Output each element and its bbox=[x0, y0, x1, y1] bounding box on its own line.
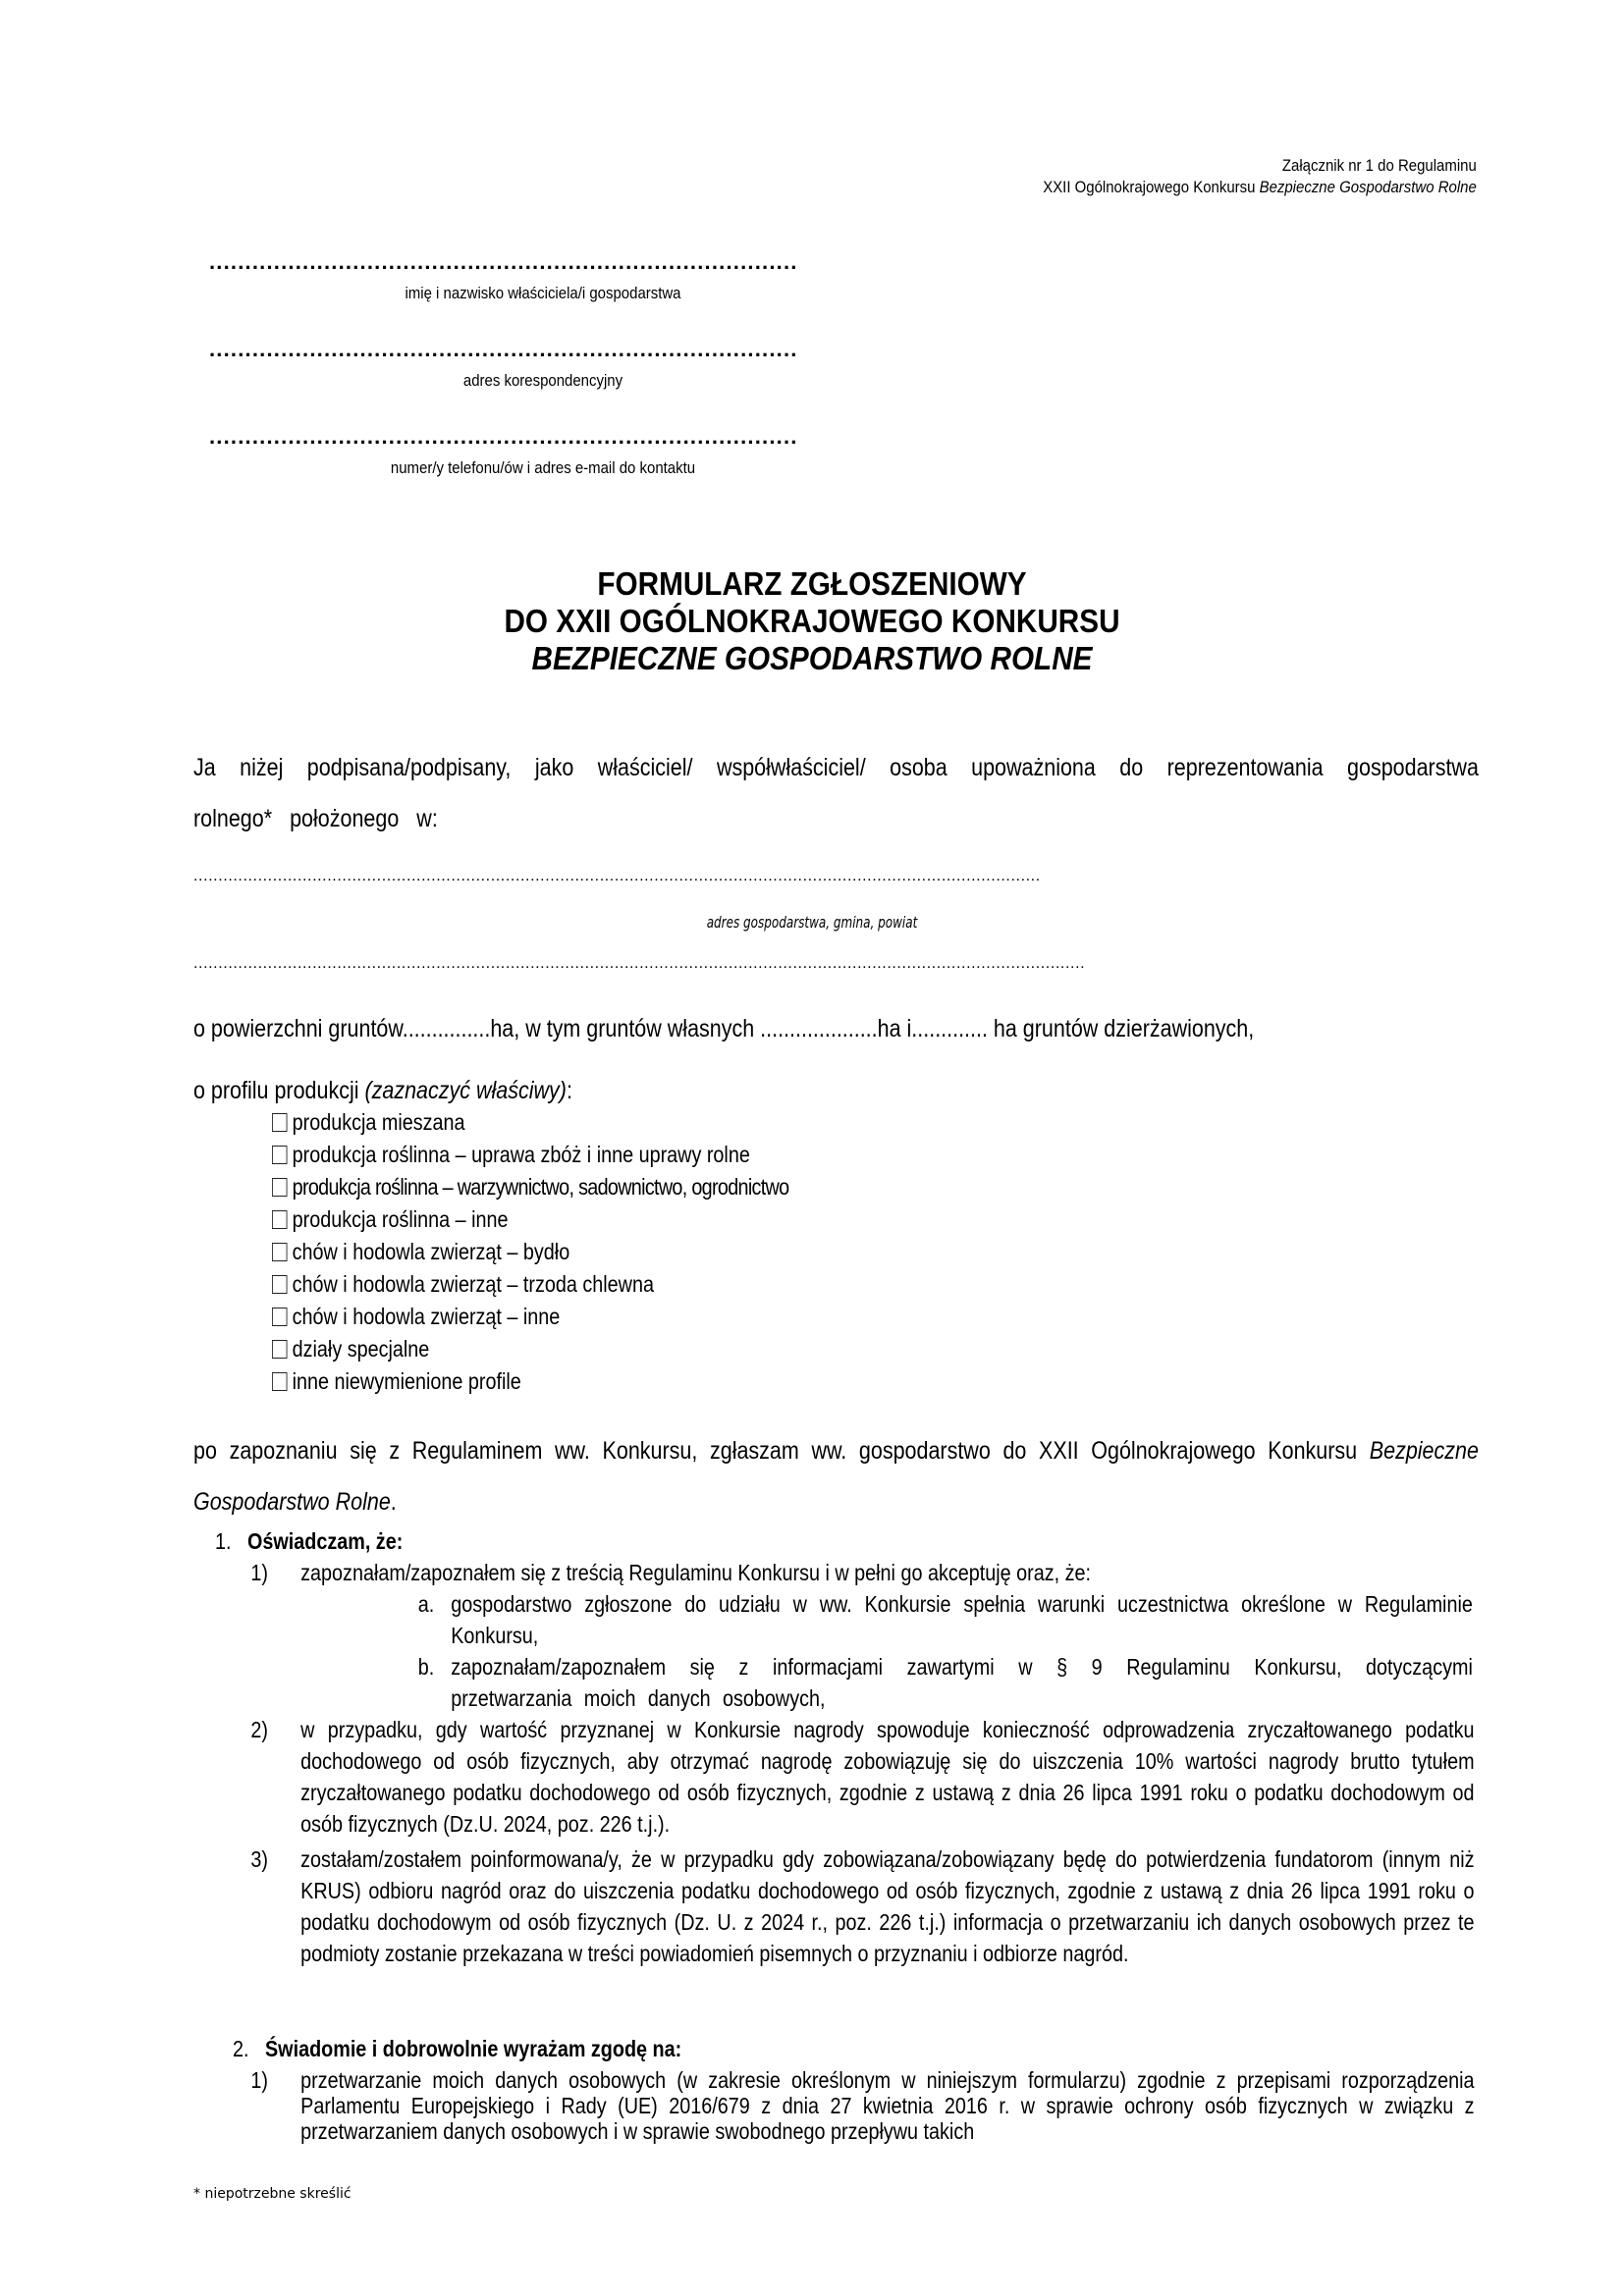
contact-field[interactable]: .................................................................................. bbox=[209, 424, 798, 449]
farm-address-field[interactable]: ........................................................................................................................................................................... bbox=[193, 868, 1041, 884]
section-2-heading: 2. Świadomie i dobrowolnie wyrażam zgodę na: bbox=[233, 2036, 682, 2061]
checkbox[interactable] bbox=[272, 1178, 287, 1197]
checkbox[interactable] bbox=[272, 1146, 287, 1164]
profile-options bbox=[272, 1106, 788, 1398]
checkbox[interactable] bbox=[272, 1243, 287, 1261]
profile-option[interactable]: chów i hodowla zwierząt – bydło bbox=[272, 1236, 788, 1268]
correspondence-address-label: adres korespondencyjny bbox=[462, 371, 623, 390]
section-2-items: 1) przetwarzanie moich danych osobowych (w zakresie określonym w niniejszym formularzu) zgodnie z przepisami rozporządzenia Parlamentu Europejskiego i Rady (UE) 2016/679 z dnia 27 kwietnia 2016 r. w sprawie ochrony osób fizycznych w związku z przetwarzaniem danych osobowych i w sprawie swobodnego przepływu takich bbox=[250, 2067, 1475, 2144]
title-line3: BEZPIECZNE GOSPODARSTWO ROLNE bbox=[531, 640, 1093, 676]
profile-option[interactable]: produkcja roślinna – inne bbox=[272, 1203, 788, 1236]
section-1-heading: 1. Oświadczam, że: bbox=[215, 1528, 404, 1554]
profile-option[interactable]: inne niewymienione profile bbox=[272, 1365, 788, 1398]
contact-label: numer/y telefonu/ów i adres e-mail do kontaktu bbox=[390, 458, 696, 477]
profile-option[interactable]: produkcja mieszana bbox=[272, 1106, 788, 1139]
correspondence-address-field[interactable]: .................................................................................. bbox=[209, 337, 798, 361]
farm-address-field-2[interactable]: .................................................................................................................................................................................... bbox=[193, 955, 1086, 972]
attachment-line2: XXII Ogólnokrajowego Konkursu Bezpieczne Gospodarstwo Rolne bbox=[1043, 178, 1477, 196]
checkbox[interactable] bbox=[272, 1210, 287, 1229]
profile-option[interactable]: chów i hodowla zwierząt – inne bbox=[272, 1301, 788, 1333]
profile-option[interactable]: produkcja roślinna – warzywnictwo, sadownictwo, ogrodnictwo bbox=[272, 1171, 788, 1203]
profile-option[interactable]: produkcja roślinna – uprawa zbóż i inne uprawy rolne bbox=[272, 1139, 788, 1171]
page-title bbox=[81, 565, 1543, 677]
title-line2: DO XXII OGÓLNOKRAJOWEGO KONKURSU bbox=[504, 603, 1120, 639]
profile-option[interactable]: działy specjalne bbox=[272, 1333, 788, 1365]
attachment-line1: Załącznik nr 1 do Regulaminu bbox=[1282, 156, 1477, 175]
checkbox[interactable] bbox=[272, 1340, 287, 1359]
submission-paragraph: po zapoznaniu się z Regulaminem ww. Konkursu, zgłaszam ww. gospodarstwo do XXII Ogólnokrajowego Konkursu Bezpieczne Gospodarstwo Rolne. bbox=[193, 1437, 1479, 1516]
checkbox[interactable] bbox=[272, 1113, 287, 1132]
intro-paragraph: Ja niżej podpisana/podpisany, jako właściciel/ współwłaściciel/ osoba upoważniona do reprezentowania gospodarstwa rolnego* położonego w: bbox=[193, 754, 1479, 832]
checkbox[interactable] bbox=[272, 1275, 287, 1294]
profile-label: o profilu produkcji (zaznaczyć właściwy): bbox=[193, 1077, 572, 1104]
farm-address-label: adres gospodarstwa, gmina, powiat bbox=[706, 913, 918, 932]
owner-name-label: imię i nazwisko właściciela/i gospodarstwa bbox=[405, 284, 681, 302]
checkbox[interactable] bbox=[272, 1372, 287, 1391]
attachment-header bbox=[1043, 155, 1477, 198]
section-1-items: 1) zapoznałam/zapoznałem się z treścią Regulaminu Konkursu i w pełni go akceptuję oraz, że: a. gospodarstwo zgłoszone do udziału w ww. Konkursie spełnia warunki uczestnictwa określone w Regulaminie Konkursu, b. zapoznałam/zapoznałem się z informacjami zawartymi w § 9 Regulaminu Konkursu, dotyczącymi przetwarzania moich danych osobowych, 2) w przypadku, gdy wartość przyznanej w Konkursie nagrody spowoduje konieczność odprowadzenia zryczałtowanego podatku dochodowego od osób fizycznych, aby otrzymać nagrodę zobowiązuję się do uiszczenia 10% wartości nagrody brutto tytułem zryczałtowanego podatku dochodowego od osób fizycznych, zgodnie z ustawą z dnia 26 lipca 1991 roku o podatku dochodowym od osób fizycznych (Dz.U. 2024, poz. 226 t.j.). 3) zostałam/zostałem poinformowana/y, że w przypadku gdy zobowiązana/zobowiązany będę do potwierdzenia fundatorom (innym niż KRUS) odbioru nagród oraz do uiszczenia podatku dochodowego od osób fizycznych, zgodnie z ustawą z dnia 26 lipca 1991 roku o podatku dochodowym od osób fizycznych (Dz. U. z 2024 r., poz. 226 t.j.) informacja o przetwarzaniu ich danych osobowych przez te podmioty zostanie przekazana w treści powiadomień pisemnych o przyznaniu i odbiorze nagród. bbox=[250, 1560, 1475, 1966]
profile-option[interactable]: chów i hodowla zwierząt – trzoda chlewna bbox=[272, 1268, 788, 1301]
owner-name-field[interactable]: .................................................................................. bbox=[209, 249, 798, 274]
footnote: * niepotrzebne skreślić bbox=[193, 2186, 352, 2202]
checkbox[interactable] bbox=[272, 1308, 287, 1326]
area-line[interactable]: o powierzchni gruntów...............ha, w tym gruntów własnych ....................ha i............. ha gruntów dzierżawionych, bbox=[193, 1015, 1255, 1042]
title-line1: FORMULARZ ZGŁOSZENIOWY bbox=[597, 565, 1027, 602]
